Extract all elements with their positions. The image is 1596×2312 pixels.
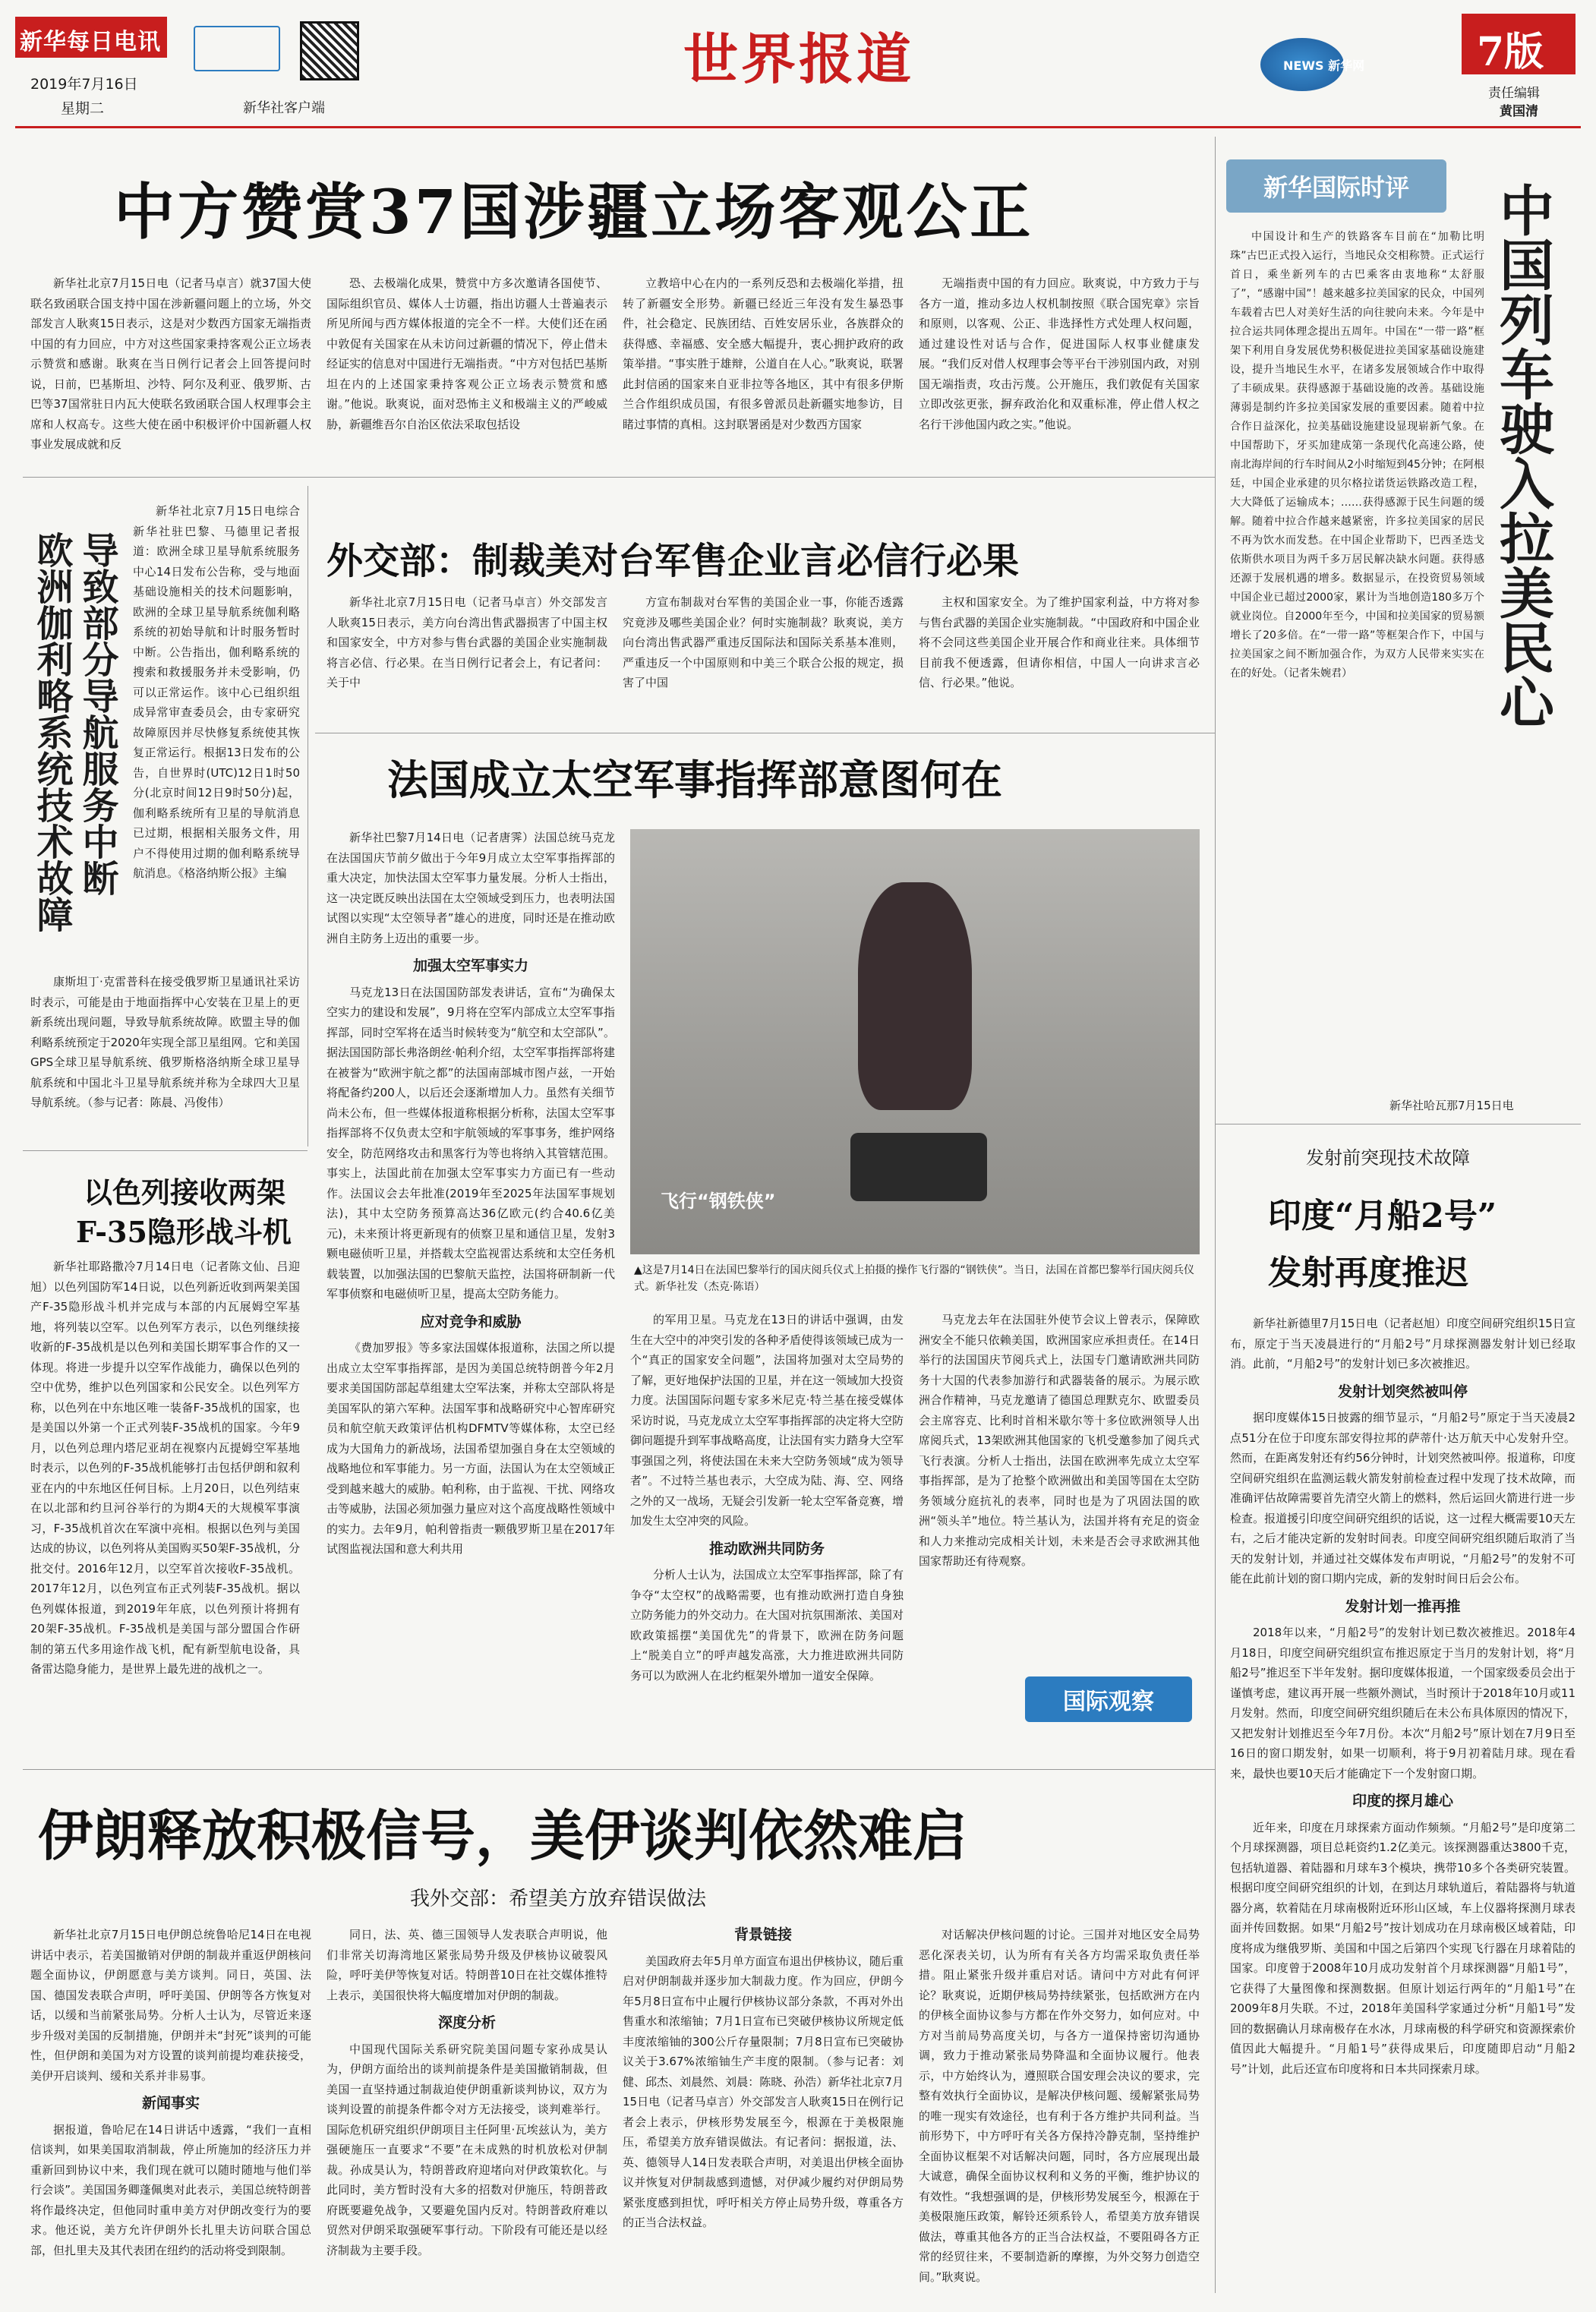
a5-headline: 法国成立太空军事指挥部意图何在 [387, 755, 1002, 804]
a8-col1: 新华社北京7月15日电伊朗总统鲁哈尼14日在电视讲话中表示，若美国撤销对伊朗的制裁并重返伊朗核问题全面协议，伊朗愿意与美方谈判。同日，英国、法国、德国发表联合声明，呼吁美国、伊朗等各方恢复对话，以缓和当前紧张局势。分析人士认为，尽管近来逐步升级对美国的反制措施，伊朗并未“封死”谈判的可能性，但伊朗和美国为对方设置的谈判前提均难获接受，美伊开启谈判、缓和关系并非易事。 新闻事实 据报道，鲁哈尼在14日讲话中透露，“我们一直相信谈判，如果美国取消制裁，停止所施加的经济压力并重新回到协议中来，我们现在就可以随时随地与他们举行会谈”。美国国务卿蓬佩奥对此表示，美国总统特朗普将作最终决定，但他同时重申美方对伊朗改变行为的要求。他还说，美方允许伊朗外长扎里夫访问联合国总部，但扎里夫及其代表团在纽约的活动将受到限制。 [30, 1928, 311, 2257]
a1-col1: 新华社北京7月15日电（记者马卓言）就37国大使联名致函联合国支持中国在涉新疆问题上的立场，外交部发言人耿爽15日表示，这是对少数西方国家无端指责中国的有力回应，中方对这些国家秉持客观公正立场表示赞赏和感谢。耿爽在当日例行记者会上回答提问时说，日前，巴基斯坦、沙特、阿尔及利亚、俄罗斯、古巴等37国常驻日内瓦大使联名致函联合国人权理事会主席和人权高专。这些大使在函中积极评价中国新疆人权事业发展成就和反 [30, 276, 311, 451]
a5-col2: 的军用卫星。马克龙在13日的讲话中强调，由发生在大空中的冲突引发的各种矛盾使得该领域已成为一个“真正的国家安全问题”，法国将加强对太空局势的了解，更好地保护法国的卫星，并在这一领域加大投资力度。法国国际问题专家多米尼克·特兰基在接受媒体采访时说，马克龙成立太空军事指挥部的决定将大空防御问题提升到军事战略高度，让法国有实力踏身大空军事强国之列，将使法国在未来大空防务领域“成为领导者”。不过特兰基也表示，大空成为陆、海、空、网络之外的又一战场，无疑会引发新一轮太空军备竞赛，增加发生太空冲突的风险。 推动欧洲共同防务 分析人士认为，法国成立太空军事指挥部，除了有争夺“太空权”的战略需要，也有推动欧洲打造自身独立防务能力的外交动力。在大国对抗氛围渐浓、美国对欧政策摇摆“美国优先”的背景下，欧洲在防务问题上“脱美自立”的呼声越发高涨，大力推进欧洲共同防务可以为欧洲人在北约框架外增加一道安全保障。 [630, 1313, 904, 1683]
right-column-rule [1215, 137, 1216, 2293]
a8-col3: 背景链接 美国政府去年5月单方面宣布退出伊核协议，随后重启对伊朗制裁并逐步加大制裁力度。作为回应，伊朗今年5月8日宣布中止履行伊核协议部分条款，不再对外出售重水和浓缩铀；7月1日宣布已突破伊核协议所规定低丰度浓缩铀的300公斤存量限制；7月8日宣布已突破协议关于3.67%浓缩铀生产丰度的限制。（参与记者：刘健、邱杰、刘晨然、刘晨：陈晓、孙浩）新华社北京7月15日电（记者马卓言）外交部发言人耿爽15日在例行记者会上表示，伊核形势发展至今，根源在于美极限施压，希望美方放弃错误做法。有记者问：据报道，法、英、德领导人14日发表联合声明，对美退出伊核全面协议并恢复对伊制裁感到遗憾，对伊减少履约对伊朗局势紧张度感到担忧，呼吁相关方停止局势升级，尊重各方的正当合法权益。 [623, 1926, 904, 2229]
a5-photo [630, 829, 1200, 1254]
commentary-badge: 新华国际时评 [1226, 159, 1446, 213]
a8-headline: 伊朗释放积极信号，美伊谈判依然难启 [38, 1803, 968, 1868]
a5-bottom-rule [23, 1769, 1215, 1770]
a2-col3: 主权和国家安全。为了维护国家利益，中方将对参与售台武器的美国企业实施制裁。“中国政府和中国企业将不会同这些美国企业开展合作和商业往来。具体细节目前我不便透露，但请你相信，中国人一向讲求言必信、行必果。”他说。 [919, 595, 1200, 689]
xinhua-logo-icon [194, 26, 280, 71]
a4-headline-line1: 以色列接收两架 [84, 1175, 286, 1210]
a5-photo-note: ▲这是7月14日在法国巴黎举行的国庆阅兵仪式上拍摄的操作飞行器的“钢铁侠”。当日，法国在首都巴黎举行国庆阅兵仪式。新华社发（杰克·陈语） [634, 1264, 1194, 1293]
a8-col2: 同日，法、英、德三国领导人发表联合声明说，他们非常关切海湾地区紧张局势升级及伊核协议破裂风险，呼吁美伊等恢复对话。特朗普10日在社交媒体推特上表示，美国很快将大幅度增加对伊朗的制裁。 深度分析 中国现代国际关系研究院美国问题专家孙成昊认为，伊朗方面给出的谈判前提条件是美国撤销制裁，但美国一直坚持通过制裁迫使伊朗重新谈判协议，双方为谈判设置的前提条件都令对方无法接受，谈判难举行。国际危机研究组织伊朗项目主任阿里·瓦埃兹认为，美方强硬施压一直要求“不要”在未成熟的时机放松对伊制裁。孙成昊认为，特朗普政府迎堵向对伊政策软化。与此同时，美方暂时没有大多的招数对伊施压，特朗普政府既要避免战争，又要避免国内反对。特朗普政府难以贸然对伊朗采取强硬军事行动。下阶段有可能还是以经济制裁为主要手段。 [326, 1928, 607, 2257]
a3-bottom-rule [23, 1150, 308, 1151]
a2-col2: 方宣布制裁对台军售的美国企业一事，你能否透露究竟涉及哪些美国企业？何时实施制裁？耿爽说，美方向台湾出售武器严重违反国际法和国际关系基本准则，严重违反一个中国原则和中美三个联合公报的规定，损害了中国 [623, 595, 904, 689]
masthead-weekday: 星期二 [61, 100, 105, 117]
jetpack-pilot-figure [858, 882, 972, 1110]
editor-label: 责任编辑 [1488, 86, 1540, 101]
a8-subhead-3: 背景链接 [733, 1926, 792, 1943]
a8-col4: 对话解决伊核问题的讨论。三国并对地区安全局势恶化深表关切，认为所有有关各方均需采取负责任举措。阻止紧张升级并重启对话。请问中方对此有何评论？耿爽说，近期伊核局势持续紧张，包括欧洲方在内的伊核全面协议参与方都在作外交努力，如何应对。中方对当前局势高度关切，与各方一道保持密切沟通协调，致力于推动紧张局势降温和全面协议履行。他表示，中方始终认为，遵照联合国安理会决议的要求，完整有效执行全面协议，是解决伊核问题、缓解紧张局势的唯一现实有效途径，也有利于各方维护共同利益。当前形势下，中方呼吁有关各方保持冷静克制，坚持维护全面协议框架不对话解决问题，同时，各方应展现出最大诚意，确保全面协议权利和义务的平衡，维护协议的有效性。“我想强调的是，伊核形势发展至今，根源在于美极限施压政策，解铃还须系铃人，希望美方放弃错误做法，尊重其他各方的正当合法权益，不要阻碍各方正常的经贸往来，不要制造新的摩擦，为外交努力创造空间。”耿爽说。 [919, 1928, 1200, 2284]
a7-kicker: 发射前突现技术故障 [1306, 1147, 1470, 1169]
a8-subheadline: 我外交部：希望美方放弃错误做法 [410, 1888, 707, 1910]
a1-col3: 立教培中心在内的一系列反恐和去极端化举措，扭转了新疆安全形势。新疆已经近三年没有发生暴恐事件，社会稳定、民族团结、百姓安居乐业，各族群众的获得感、幸福感、安全感大幅提升，衷心拥护政府的政策举措。“事实胜于雄辩，公道自在人心。”耿爽说，联署此封信函的国家来自亚非拉等各地区，其中有很多伊斯兰合作组织成员国，有很多曾派员赴新疆实地参访，目睹过事情的真相。这封联署函是对少数西方国家 [623, 276, 904, 431]
section-title: 世界报道 [683, 27, 915, 91]
page-number: 7版 [1477, 29, 1544, 75]
a3-vertical-headline-2: 导致部分导航服务中断 [76, 531, 118, 896]
international-observation-badge: 国际观察 [1025, 1676, 1192, 1722]
a1-headline: 中方赞赏37国涉疆立场客观公正 [114, 176, 1034, 248]
a5-subhead-1: 加强太空军事实力 [412, 957, 528, 974]
a7-headline-line2: 发射再度推迟 [1268, 1254, 1468, 1292]
masthead-brand: 新华每日电讯 [20, 29, 161, 55]
a3-col2: 康斯坦丁·克雷普科在接受俄罗斯卫星通讯社采访时表示，可能是由于地面指挥中心安装在卫星上的更新系统出现问题，导致导航系统故障。欧盟主导的伽利略系统预定于2020年实现全部卫星组网。它和美国GPS全球卫星导航系统、俄罗斯格洛纳斯全球卫星导航系统和中国北斗卫星导航系统并称为全球四大卫星导航系统。（参与记者：陈晨、冯俊伟） [30, 975, 300, 1109]
a8-subhead-2: 深度分析 [437, 2014, 496, 2031]
a7-subhead-2: 发射计划一推再推 [1345, 1598, 1461, 1615]
a5-col1: 新华社巴黎7月14日电（记者唐霁）法国总统马克龙在法国国庆节前夕做出于今年9月成立太空军事指挥部的重大决定，加快法国太空军事力量发展。分析人士指出，这一决定既反映出法国在太空领域受到压力，也表明法国试图以实现“太空领导者”雄心的进度，同时还是在推动欧洲自主防务上迈出的重要一步。 加强太空军事实力 马克龙13日在法国国防部发表讲话，宣布“为确保太空实力的建设和发展”，9月将在空军内部成立太空军事指挥部，同时空军将在适当时候转变为“航空和太空部队”。据法国国防部长弗洛朗丝·帕利介绍，太空军事指挥部将建在被誉为“欧洲宇航之都”的法国南部城市图卢兹，一开始将配备约200人，以后还会逐渐增加人力。虽然有关细节尚未公布，但一些媒体报道称根据分析称，法国太空军事指挥部将不仅负责太空和宇航领域的军事事务，维护网络安全，防范网络攻击和黑客行为等也将纳入其管辖范围。事实上，法国此前在加强太空军事实力方面已有一些动作。法国议会去年批准(2019年至2025年法国军事规划法)，其中太空防务预算高达36亿欧元(约合40.6亿美元)，未来预计将更新现有的侦察卫星和通信卫星，发射3颗电磁侦听卫星，并搭载太空监视雷达系统和太空任务机载装置，以加强法国的巴黎航天监控，法国将研制新一代军事侦察和电磁侦听卫星，提高太空防务能力。 应对竞争和威胁 《费加罗报》等多家法国媒体报道称，法国之所以提出成立太空军事指挥部，是因为美国总统特朗普今年2月要求美国国防部起草组建太空军法案，并称太空部队将是美国军队的第六军种。法国军事和战略研究中心智库研究员和航空航天政策评估机构DFMTV等媒体称，太空已经成为大国角力的新战场，法国希望加强自身在太空领域的战略地位和军事能力。另一方面，法国认为在太空领域正受到越来越大的威胁。帕利称，由于监视、干扰、网络攻击等威胁，法国必须加强力量应对这个高度战略性领域中的实力。去年9月，帕利曾指责一颗俄罗斯卫星在2017年试图监视法国和意大利共用 [326, 831, 615, 1556]
a1-col2: 恐、去极端化成果，赞赏中方多次邀请各国使节、国际组织官员、媒体人士访疆，指出访疆人士普遍表示所见所闻与西方媒体报道的完全不一样。大使们还在函中敦促有关国家在从未访问过新疆的情况下，停止借未经证实的信息对中国进行无端指责。“中方对包括巴基斯坦在内的上述国家秉持客观公正立场表示赞赏和感谢。”他说。耿爽说，面对恐怖主义和极端主义的严峻威胁，新疆维吾尔自治区依法采取包括设 [326, 276, 607, 431]
editor-name: 黄国清 [1500, 104, 1538, 119]
a7-subhead-1: 发射计划突然被叫停 [1337, 1383, 1468, 1400]
a8-subhead-1: 新闻事实 [141, 2095, 200, 2112]
a3-vertical-headline-1: 欧洲伽利略系统技术故障 [30, 531, 73, 932]
a6-dateline: 新华社哈瓦那7月15日电 [1389, 1099, 1514, 1112]
flyboard-figure [850, 1133, 987, 1201]
a1-bottom-rule [23, 477, 1215, 478]
a7-headline-line1: 印度“月船2号” [1268, 1197, 1497, 1235]
a6-vertical-headline: 中国列车驶入拉美民心 [1490, 182, 1555, 729]
a5-subhead-3: 推动欧洲共同防务 [708, 1540, 825, 1557]
a2-headline: 外交部：制裁美对台军售企业言必信行必果 [326, 540, 1020, 582]
a3-col1: 新华社北京7月15日电综合新华社驻巴黎、马德里记者报道：欧洲全球卫星导航系统服务中心14日发布公告称，受与地面基础设施相关的技术问题影响，欧洲的全球卫星导航系统伽利略系统的初始导航和计时服务暂时中断。公告指出，伽利略系统的搜索和救援服务并未受影响，仍可以正常运作。该中心已组织组成异常审查委员会，由专家研究故障原因并尽快修复系统使其恢复正常运行。根据13日发布的公告，自世界时(UTC)12日1时50分(北京时间12日9时50分)起，伽利略系统所有卫星的导航消息已过期，根据相关服务文件，用户不得使用过期的伽利略系统导航消息。《格洛纳斯公报》主编 [133, 504, 300, 880]
masthead-rule [15, 126, 1581, 128]
masthead-date: 2019年7月16日 [30, 76, 138, 93]
a4-headline-line2: F-35隐形战斗机 [76, 1215, 292, 1249]
a5-col3: 马克龙去年在法国驻外使节会议上曾表示，保障欧洲安全不能只依赖美国，欧洲国家应承担责任。在14日举行的法国国庆节阅兵式上，法国专门邀请欧洲共同防务十大国的代表参加游行和武器装备的展示。为展示欧洲合作精神，马克龙邀请了德国总理默克尔、欧盟委员会主席容克、比利时首相米歇尔等十多位欧洲领导人出席阅兵式，13架欧洲其他国家的飞机受邀参加了阅兵式飞行表演。分析人士指出，法国在欧洲率先成立太空军事指挥部，是为了抢整个欧洲做出和美国等国在太空防务领域分庭抗礼的表率，同时也是为了巩固法国的欧洲“领头羊”地位。特兰基认为，法国并将有充足的资金和人力来推动完成相关计划，未来是否会寻求欧洲其他国家帮助还有待观察。 [919, 1313, 1200, 1568]
masthead-client: 新华社客户端 [243, 100, 325, 116]
a7-subhead-3: 印度的探月雄心 [1352, 1793, 1453, 1809]
news-logo-text: NEWS 新华网 [1283, 58, 1365, 73]
a2-col1: 新华社北京7月15日电（记者马卓言）外交部发言人耿爽15日表示，美方向台湾出售武器损害了中国主权和国家安全，中方对参与售台武器的美国企业实施制裁将言必信、行必果。在当日例行记者会上，有记者问：关于中 [326, 595, 607, 689]
a5-photo-caption: 飞行“钢铁侠” [661, 1191, 776, 1212]
a6-col: 中国设计和生产的铁路客车目前在“加勒比明珠”古巴正式投入运行，当地民众交相称赞。正式运行首日，乘坐新列车的古巴乘客由衷地称“太舒服了”，“感谢中国”！越来越多拉美国家的民众，中国列车载着古巴人对美好生活的向往驶向未来。今年是中拉合运共同体理念提出五周年。中国在“一带一路”框架下利用自身发展优势积极促进拉美国家基础设施建设，提升当地民生水平，在诸多发展领域合作中取得了丰硕成果。获得感源于基础设施的改善。基础设施薄弱是制约许多拉美国家发展的重要因素。随着中拉合作日益深化，拉美基础设施建设显现崭新气象。在中国帮助下，牙买加建成第一条现代化高速公路，使南北海岸间的行车时间从2小时缩短到45分钟；在阿根廷，中国企业承建的贝尔格拉诺货运铁路改造工程，大大降低了运输成本；……获得感源于民生问题的缓解。随着中拉合作越来越紧密，许多拉美国家的居民不再为饮水而发愁。在中国企业帮助下，巴西圣迭戈依斯供水项目为两千多万居民解决缺水问题。获得感还源于发展机遇的增多。数据显示，在投资贸易领域中国企业已超过2000家，累计为当地创造180多万个就业岗位。自2000年至今，中国和拉美国家的贸易额增长了20多倍。在“一带一路”等框架合作下，中国与拉美国家之间不断加强合作，为双方人民带来实实在在的好处。（记者朱婉君） [1230, 231, 1484, 680]
a4-col1: 新华社耶路撒冷7月14日电（记者陈文仙、吕迎旭）以色列国防军14日说，以色列新近收到两架美国产F-35隐形战斗机并完成与本部的内瓦展姆空军基地，将列装以空军。以色列军方表示，以色列继续接收新的F-35战机是以色列和美国长期军事合作的又一体现。将进一步提升以空军作战能力，确保以色列的空中优势，维护以色列国家和公民安全。以色列军方称，以色列在中东地区唯一装备F-35战机的国家，也是美国以外第一个正式列装F-35战机的国家。今年9月，以色列总理内塔尼亚胡在视察内瓦提姆空军基地时表示，以色列的F-35战机能够打击包括伊朗和叙利亚在内的中东地区任何目标。上月20日，以色列结束在以北部和约旦河谷举行的为期4天的大规模军事演习，F-35战机首次在军演中亮相。根据以色列与美国达成的协议，以色列将从美国购买50架F-35战机，分批交付。2016年12月，以空军首次接收F-35战机。2017年12月，以色列宣布正式列装F-35战机。据以色列媒体报道，到2019年年底，以色列预计将拥有20架F-35战机。F-35战机是美国与部分盟国合作研制的第五代多用途作战飞机，配有新型航电设备，具备雷达隐身能力，是世界上最先进的战机之一。 [30, 1260, 300, 1676]
a1-col4: 无端指责中国的有力回应。耿爽说，中方致力于与各方一道，推动多边人权机制按照《联合国宪章》宗旨和原则，以客观、公正、非选择性方式处理人权问题，通过建设性对话与合作，促进国际人权事业健康发展。“我们反对借人权理事会等平台干涉别国内政，对别国无端指责，攻击污蔑。公开施压，我们敦促有关国家立即改弦更张，摒弃政治化和双重标准，停止借人权之名行干涉他国内政之实。”他说。 [919, 276, 1200, 431]
qr-code-icon[interactable] [300, 21, 359, 80]
a5-subhead-2: 应对竞争和威胁 [420, 1313, 522, 1330]
a7-col: 新华社新德里7月15日电（记者赵旭）印度空间研究组织15日宣布，原定于当天凌晨进行的“月船2号”月球探测器发射计划已经取消。此前，“月船2号”的发射计划已多次被推迟。 发射计划突然被叫停 据印度媒体15日披露的细节显示，“月船2号”原定于当天凌晨2点51分在位于印度东部安得拉邦的萨蒂什·达万航天中心发射升空。然而，在距离发射还有约56分钟时，计划突然被叫停。报道称，印度空间研究组织在监测运载火箭发射前检查过程中发现了技术故障，而准确评估故障需要首先清空火箭上的燃料，然后运回火箭进行进一步检查。报道援引印度空间研究组织的话说，这一过程大概需要10天左右，之后才能决定新的发射时间表。印度空间研究组织随后取消了当天的发射计划，并通过社交媒体发布声明说，“月船2号”的发射不可能在此前计划的窗口期内完成，新的发射时间日后会公布。 发射计划一推再推 2018年以来，“月船2号”的发射计划已数次被推迟。2018年4月18日，印度空间研究组织宣布推迟原定于当月的发射计划，将“月船2号”推迟至下半年发射。据印度媒体报道，一个国家级委员会出于谨慎考虑，建议再开展一些额外测试，当时预计于2018年10月或11月发射。然而，印度空间研究组织随后在未公布具体原因的情况下，又把发射计划推迟至今年7月份。本次“月船2号”原计划在7月9日至16日的窗口期发射，如果一切顺利，将于9月初着陆月球。现在看来，最快也要10天后才能确定下一个发射窗口期。 印度的探月雄心 近年来，印度在月球探索方面动作频频。“月船2号”是印度第二个月球探测器，项目总耗资约1.2亿美元。该探测器重达3800千克，包括轨道器、着陆器和月球车3个模块，携带10多个各类研究装置。根据印度空间研究组织的计划，在到达月球轨道后，着陆器将与轨道器分离，软着陆在月球南极附近环形山区域，车上仪器将探测月球表面并传回数据。如果“月船2号”按计划成功在月球南极区域着陆，印度将成为继俄罗斯、美国和中国之后第四个实现飞行器在月球着陆的国家。印度曾于2008年10月成功发射首个月球探测器“月船1号”，它获得了大量图像和探测数据。但原计划运行两年的“月船1号”在2009年8月失联。不过，2018年美国科学家通过分析“月船1号”发回的数据确认月球南极存在水冰，月球南极的科学研究和资源探索价值因此大幅提升。“月船1号”获得成果后，印度随即启动“月船2号”计划，此后还宣布印度将和日本共同探索月球。 [1230, 1317, 1575, 2076]
